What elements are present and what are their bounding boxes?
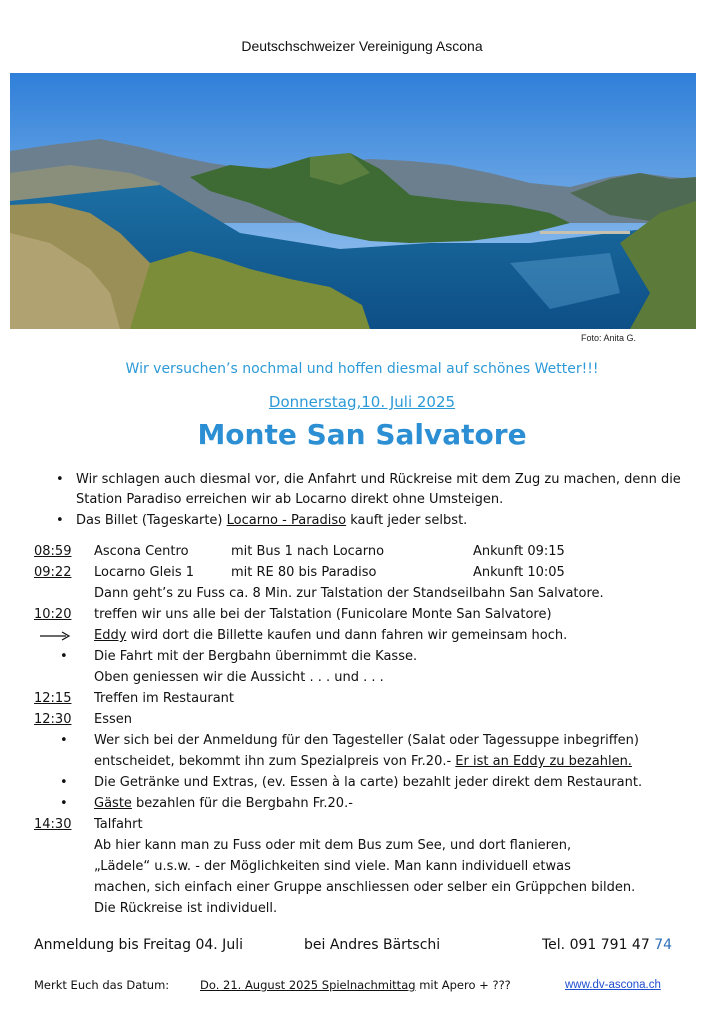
schedule-row (34, 562, 704, 583)
phone-number (542, 935, 672, 955)
daily-plate-note: Wer sich bei der Anmeldung für den Tagesteller (Salat oder Tagessuppe inbegriffen) (94, 733, 639, 748)
route-underlined: Locarno - Paradiso (226, 513, 347, 528)
arrival-time: Ankunft 09:15 (473, 544, 565, 559)
eddy-name: Eddy (94, 628, 127, 643)
save-date-rest: mit Apero + ??? (415, 978, 511, 992)
guests-word: Gäste (94, 796, 132, 811)
schedule-row (34, 625, 704, 646)
ticket-note-text: wird dort die Billette kaufen und dann fahren wir gemeinsam hoch. (126, 628, 568, 643)
arrival-time: Ankunft 10:05 (473, 565, 565, 580)
schedule-row (34, 730, 704, 751)
lake-lugano-photo (10, 73, 696, 329)
event-date (0, 393, 724, 411)
schedule-row (34, 751, 704, 772)
view-note: Oben geniessen wir die Aussicht . . . und . . . (94, 670, 384, 685)
ticket-note (94, 625, 704, 646)
afternoon-note: Ab hier kann man zu Fuss oder mit dem Bus zum See, und dort flanieren, (94, 838, 572, 853)
schedule-row (34, 667, 704, 688)
guests-text: bezahlen für die Bergbahn Fr.20.- (131, 796, 353, 811)
restaurant-note: Treffen im Restaurant (94, 691, 234, 706)
bullet-text: kauft jeder selbst. (346, 513, 468, 528)
schedule-row (34, 583, 704, 604)
save-date-event (200, 976, 511, 994)
website-link[interactable]: www.dv-ascona.ch (565, 979, 661, 991)
pay-eddy-note: Er ist an Eddy zu bezahlen. (455, 754, 632, 769)
phone-end: 74 (654, 937, 673, 953)
schedule-row (34, 898, 704, 919)
bullet-dot-icon: • (60, 649, 68, 664)
arrow-right-icon (38, 625, 72, 646)
intro-bullet-list (56, 470, 696, 533)
bullet-dot-icon: • (60, 733, 68, 748)
bullet-ticket (56, 511, 696, 531)
time-label: 12:15 (34, 691, 72, 706)
afternoon-note: „Lädele“ u.s.w. - der Möglichkeiten sind viele. Man kann individuell etwas (94, 859, 571, 874)
registration-line (34, 935, 674, 955)
meal-note: Essen (94, 712, 132, 727)
tagline: Wir versuchen’s nochmal und hoffen diesmal auf schönes Wetter!!! (125, 361, 599, 377)
funicular-payment-note: Die Fahrt mit der Bergbahn übernimmt die Kasse. (94, 649, 418, 664)
departure-place: Ascona Centro (94, 544, 189, 559)
bullet-dot-icon: • (60, 796, 68, 811)
afternoon-note: machen, sich einfach einer Gruppe anschliessen oder selber ein Grüppchen bilden. (94, 880, 636, 895)
time-label: 10:20 (34, 607, 72, 622)
bullet-text: Wir schlagen auch diesmal vor, die Anfahrt und Rückreise mit dem Zug zu machen, denn die Station Paradiso erreichen wir ab Locarno direkt ohne Umsteigen. (76, 472, 681, 507)
schedule-row (34, 793, 704, 814)
save-date-label: Merkt Euch das Datum: (34, 978, 170, 992)
organization-header: Deutschschweizer Vereinigung Ascona (241, 38, 483, 54)
schedule (34, 541, 704, 919)
registration-contact: bei Andres Bärtschi (304, 937, 441, 953)
drinks-note: Die Getränke und Extras, (ev. Essen à la carte) bezahlt jeder direkt dem Restaurant. (94, 775, 643, 790)
transport: mit RE 80 bis Paradiso (231, 565, 377, 580)
phone-main: Tel. 091 791 47 (542, 937, 655, 953)
save-the-date-line (34, 976, 674, 994)
schedule-row (34, 709, 704, 730)
bullet-text: Das Billet (Tageskarte) (76, 513, 227, 528)
transport: mit Bus 1 nach Locarno (231, 544, 385, 559)
schedule-row (34, 814, 704, 835)
time-label: 14:30 (34, 817, 72, 832)
departure-place: Locarno Gleis 1 (94, 565, 194, 580)
descent-note: Talfahrt (94, 817, 143, 832)
schedule-row (34, 835, 704, 856)
special-price-text: entscheidet, bekommt ihn zum Spezialpreis von Fr.20.- (94, 754, 456, 769)
time-label: 08:59 (34, 544, 72, 559)
bullet-dot-icon: • (60, 775, 68, 790)
time-label: 12:30 (34, 712, 72, 727)
schedule-row (34, 688, 704, 709)
schedule-row (34, 541, 704, 562)
photo-credit: Foto: Anita G. (580, 333, 636, 343)
walk-note: Dann geht’s zu Fuss ca. 8 Min. zur Talstation der Standseilbahn San Salvatore. (94, 586, 604, 601)
save-date-underlined: Do. 21. August 2025 Spielnachmittag (200, 978, 416, 992)
return-note: Die Rückreise ist individuell. (94, 901, 278, 916)
bullet-travel-by-train (56, 470, 696, 509)
schedule-row (34, 604, 704, 625)
meeting-note: treffen wir uns alle bei der Talstation (Funicolare Monte San Salvatore) (94, 607, 552, 622)
time-label: 09:22 (34, 565, 72, 580)
event-title: Monte San Salvatore (197, 418, 527, 451)
registration-deadline: Anmeldung bis Freitag 04. Juli (34, 937, 243, 953)
event-date-text: Donnerstag,10. Juli 2025 (268, 393, 456, 411)
special-price-note (94, 751, 704, 772)
schedule-row (34, 877, 704, 898)
schedule-row (34, 772, 704, 793)
schedule-row (34, 646, 704, 667)
schedule-row (34, 856, 704, 877)
guests-note (94, 793, 704, 814)
